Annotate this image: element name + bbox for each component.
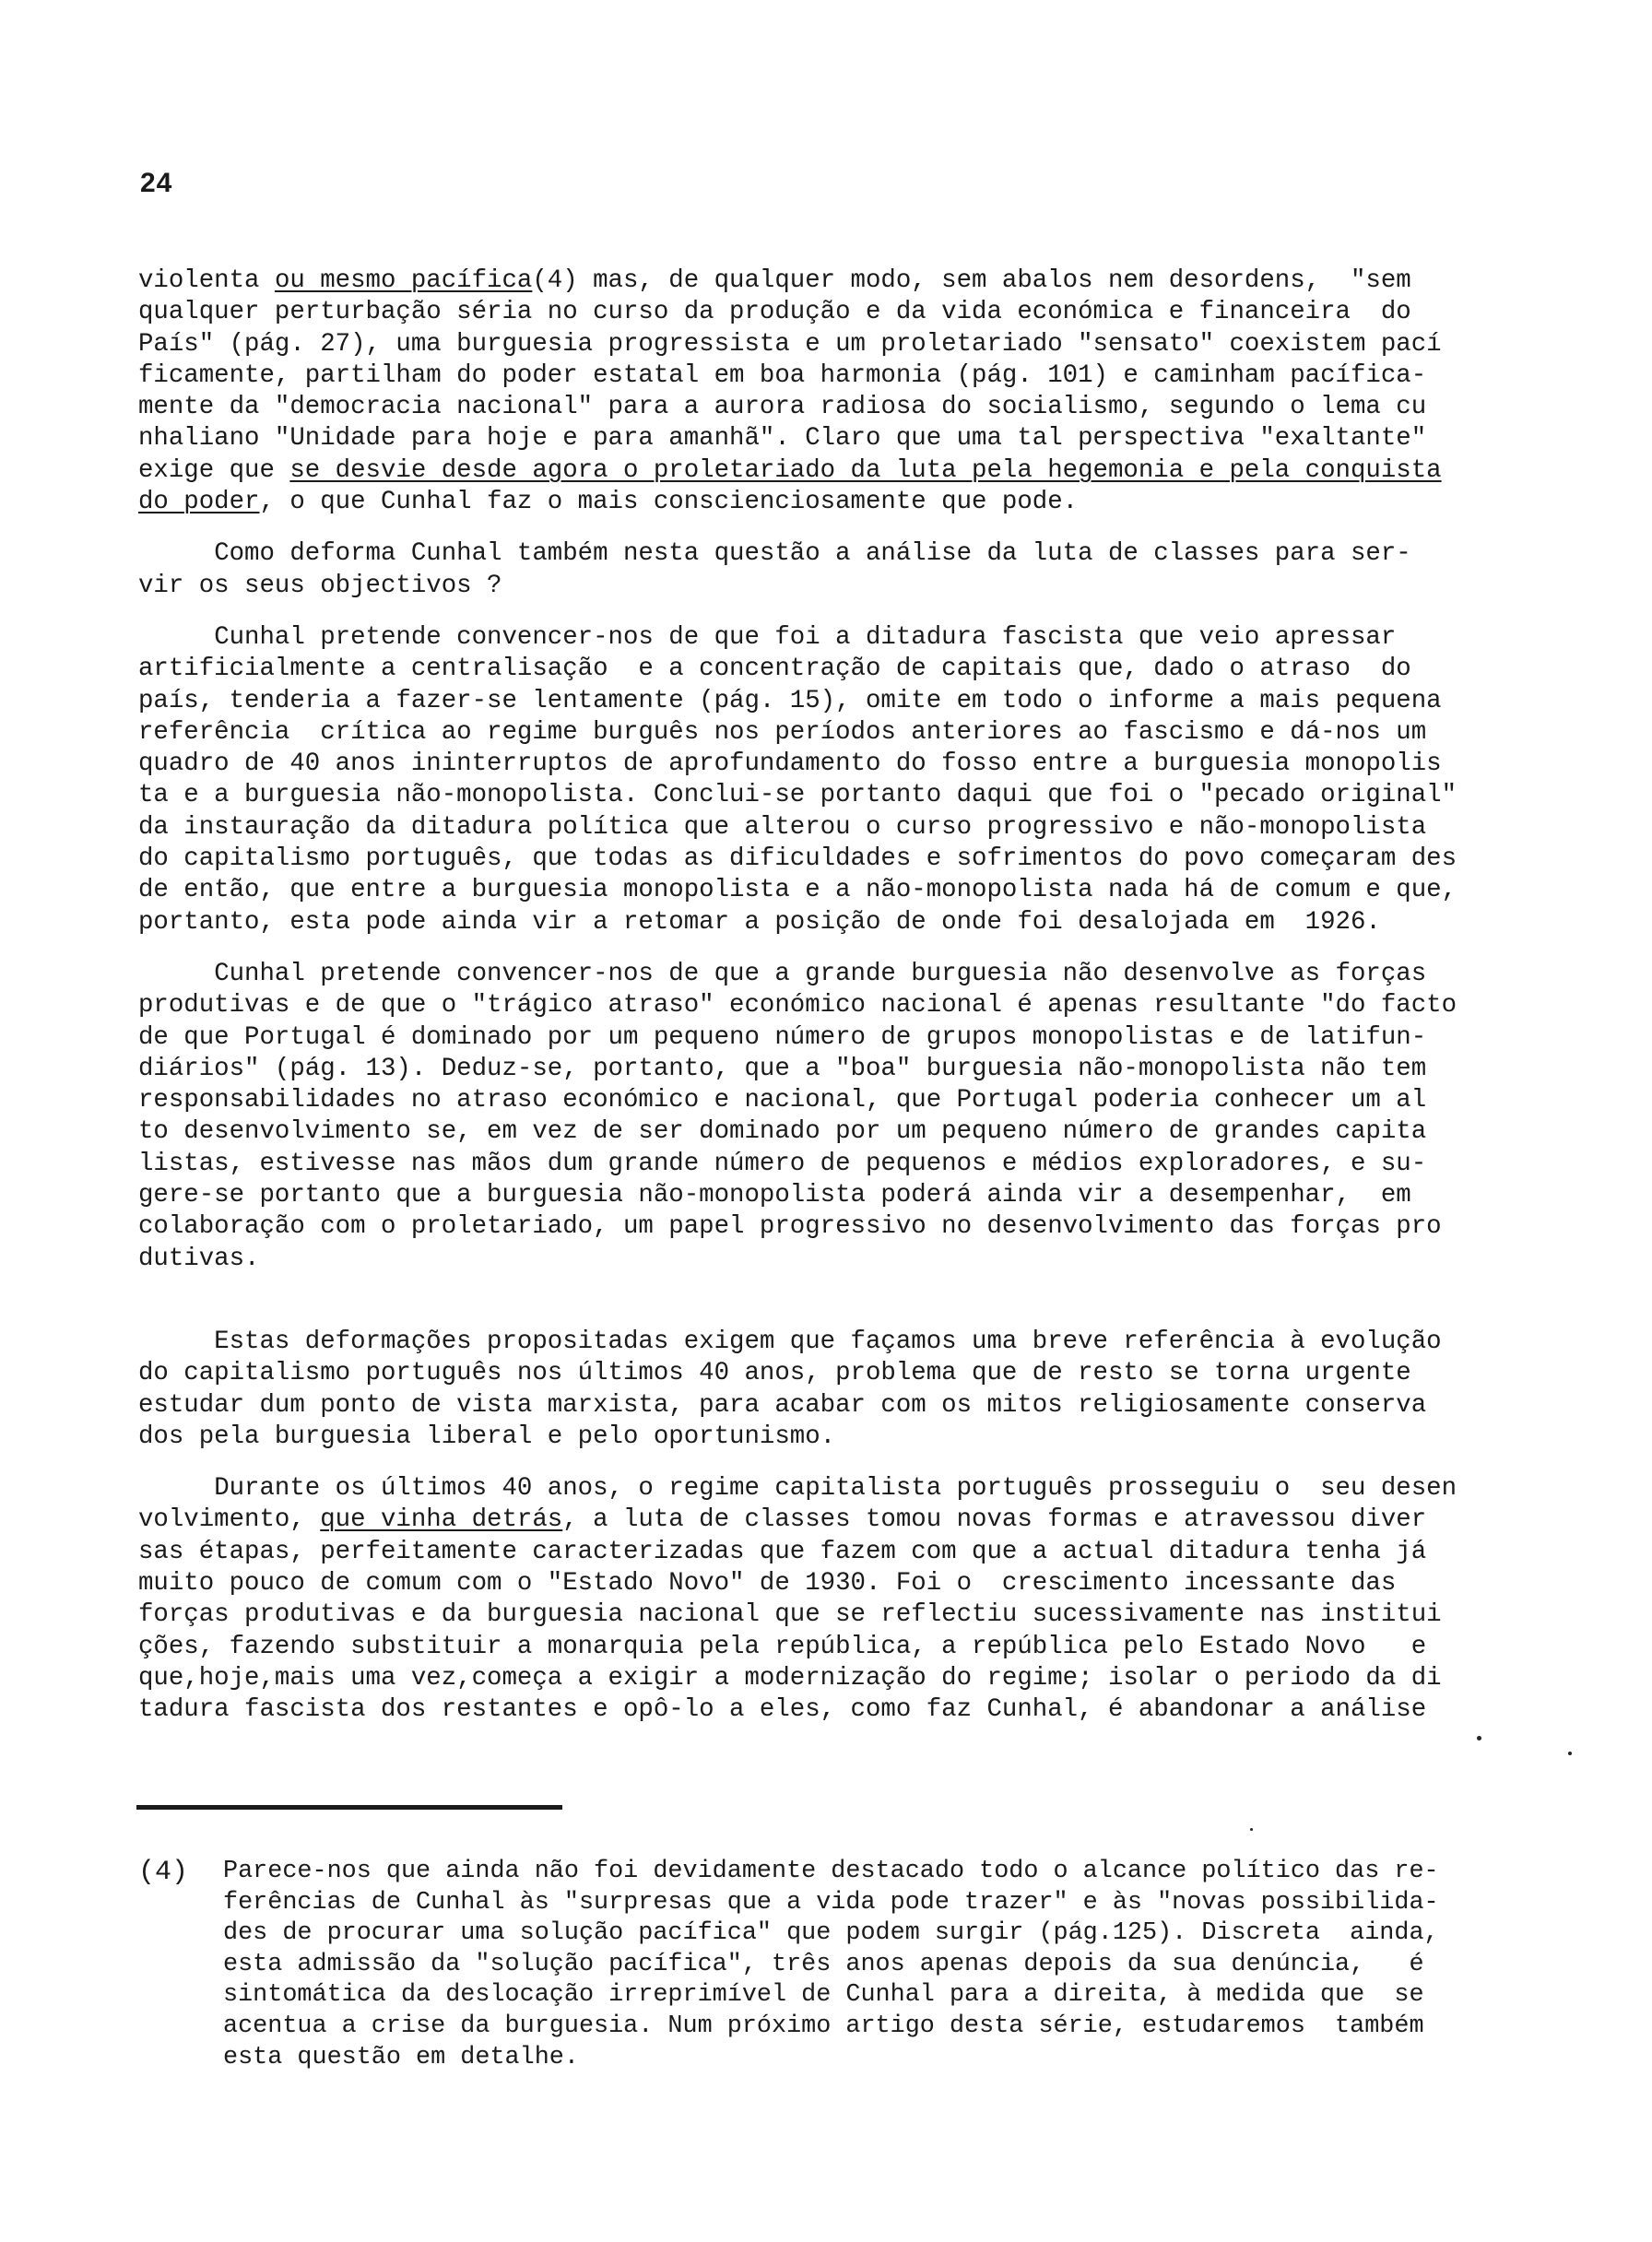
body-line-text: Como deforma Cunhal também nesta questão a análise da luta de classes para ser- [214,539,1411,569]
scan-speck [1250,1828,1253,1831]
body-line [138,487,1521,518]
body-line [138,1663,1521,1694]
body-line-text: muito pouco de comum com o "Estado Novo" de 1930. Foi o crescimento incessante das [138,1568,1397,1598]
footnote-line: acentua a crise da burguesia. Num próximo artigo desta série, estudaremos também [223,2012,1424,2040]
body-line-text: produtivas e de que o "trágico atraso" económico nacional é apenas resultante "do facto [138,991,1457,1021]
body-line-text: quadro de 40 anos ininterruptos de aprofundamento do fosso entre a burguesia monopolis [138,749,1442,779]
body-text [138,266,1521,1726]
body-line [138,423,1521,454]
paragraph-gap [138,518,1521,538]
body-line [138,297,1521,328]
body-line [138,1568,1521,1599]
body-line-text: de então, que entre a burguesia monopolista e a não-monopolista nada há de comum e que, [138,876,1457,905]
underlined-phrase: do poder [138,488,260,517]
paragraph-gap [138,938,1521,959]
body-line [138,990,1521,1021]
body-line [138,329,1521,360]
body-line [138,1473,1521,1504]
underlined-phrase: se desvie desde agora o proletariado da luta pela hegemonia e pela conquista [289,455,1442,485]
body-line-text: do capitalismo português nos últimos 40 anos, problema que de resto se torna urgente [138,1359,1411,1388]
body-line-text: (4) mas, de qualquer modo, sem abalos nem desordens, "sem [532,266,1411,295]
body-line [138,1694,1521,1726]
body-line-text: país, tenderia a fazer-se lentamente (pág. 15), omite em todo o informe a mais pequena [138,686,1442,715]
underlined-phrase: que vinha detrás [320,1505,563,1535]
body-line [138,780,1521,811]
paragraph-gap [138,1306,1521,1327]
body-line-text: ta e a burguesia não-monopolista. Conclui-se portanto daqui que foi o "pecado original" [138,781,1457,810]
underlined-phrase: ou mesmo pacífica [274,266,533,295]
body-line-text: gere-se portanto que a burguesia não-monopolista poderá ainda vir a desempenhar, em [138,1181,1411,1210]
body-line [138,875,1521,906]
footnote-line: Parece-nos que ainda não foi devidamente destacado todo o alcance político das re- [223,1858,1439,1885]
body-line-text: listas, estivesse nas mãos dum grande número de pequenos e médios exploradores, e su- [138,1149,1427,1178]
body-line-text: dutivas. [138,1244,260,1273]
body-line [138,392,1521,423]
body-line [138,360,1521,392]
scan-speck [1477,1736,1481,1740]
body-line-text: colaboração com o proletariado, um papel progressivo no desenvolvimento das forças pro [138,1212,1442,1242]
footnote-line: esta questão em detalhe. [223,2043,579,2071]
body-line [138,571,1521,602]
body-line-text: tadura fascista dos restantes e opô-lo a eles, como faz Cunhal, é abandonar a análise [138,1695,1427,1725]
body-line-text: mente da "democracia nacional" para a aurora radiosa do socialismo, segundo o lema cu [138,393,1427,422]
body-line [138,538,1521,570]
body-line-text: Cunhal pretende convencer-nos de que foi a ditadura fascista que veio apressar [214,622,1397,652]
body-line-text: forças produtivas e da burguesia nacional que se reflectiu sucessivamente nas institui [138,1600,1442,1630]
body-line-text: qualquer perturbação séria no curso da produção e da vida económica e financeira do [138,298,1411,327]
body-line-text: nhaliano "Unidade para hoje e para amanhã". Claro que uma tal perspectiva "exaltante" [138,424,1427,454]
body-line [138,1054,1521,1085]
body-line-text: Durante os últimos 40 anos, o regime capitalista português prosseguiu o seu desen [214,1474,1457,1504]
paragraph-gap [138,602,1521,622]
footnote-marker: (4) [138,1857,189,1888]
body-line-text: referência crítica ao regime burguês nos períodos anteriores ao fascismo e dá-nos um [138,717,1427,747]
body-line-text: , o que Cunhal faz o mais conscienciosamente que pode. [259,488,1079,517]
body-line-text: to desenvolvimento se, em vez de ser dominado por um pequeno número de grandes capita [138,1117,1427,1147]
section-gap [138,1275,1521,1306]
body-line-text: portanto, esta pode ainda vir a retomar a posição de onde foi desalojada em 1926. [138,907,1381,937]
body-line [138,1211,1521,1243]
body-line-text: vir os seus objectivos ? [138,571,502,600]
body-line [138,1085,1521,1116]
body-line [138,1244,1521,1275]
footnote-line: esta admissão da "solução pacífica", três anos apenas depois da sua denúncia, é [223,1950,1424,1978]
footnote-divider [136,1805,562,1810]
body-line-text: dos pela burguesia liberal e pelo oportunismo. [138,1422,836,1451]
body-line-text: exige que [138,455,290,485]
body-line [138,844,1521,875]
body-line-text: violenta [138,266,275,295]
footnote-line: ferências de Cunhal às "surpresas que a vida pode trazer" e às "novas possibilida- [223,1888,1439,1917]
body-line [138,1422,1521,1453]
body-line [138,1327,1521,1358]
body-line [138,1390,1521,1422]
footnote-line: des de procurar uma solução pacífica" que podem surgir (pág.125). Discreta ainda, [223,1919,1439,1948]
body-line [138,1599,1521,1631]
body-line-text: País" (pág. 27), uma burguesia progressista e um proletariado "sensato" coexistem pací [138,329,1442,359]
body-line [138,266,1521,297]
paragraph-gap [138,1453,1521,1473]
body-line-text: ções, fazendo substituir a monarquia pela república, a república pelo Estado Novo e [138,1632,1427,1661]
body-line-text: ficamente, partilham do poder estatal em boa harmonia (pág. 101) e caminham pacífica- [138,360,1427,390]
body-line-text: estudar dum ponto de vista marxista, para acabar com os mitos religiosamente conserva [138,1390,1427,1420]
body-line [138,1116,1521,1148]
body-line [138,959,1521,990]
body-line [138,812,1521,844]
body-line-text: da instauração da ditadura política que alterou o curso progressivo e não-monopolista [138,812,1427,842]
body-line-text: Estas deformações propositadas exigem que façamos uma breve referência à evolução [214,1327,1442,1356]
body-line-text: que,hoje,mais uma vez,começa a exigir a modernização do regime; isolar o periodo da di [138,1663,1442,1693]
body-line [138,907,1521,938]
body-line-text: do capitalismo português, que todas as dificuldades e sofrimentos do povo começaram des [138,844,1457,874]
footnote-text [223,1857,1439,2073]
body-line [138,686,1521,717]
body-line-text: sas étapas, perfeitamente caracterizadas que fazem com que a actual ditadura tenha já [138,1537,1427,1566]
body-line-text: responsabilidades no atraso económico e nacional, que Portugal poderia conhecer um al [138,1086,1427,1115]
body-line [138,1022,1521,1054]
body-line-text: Cunhal pretende convencer-nos de que a grande burguesia não desenvolve as forças [214,959,1427,988]
body-line [138,717,1521,749]
body-line [138,1180,1521,1211]
body-line-text: de que Portugal é dominado por um pequeno número de grupos monopolistas e de latifun- [138,1022,1427,1052]
body-line-text: diários" (pág. 13). Deduz-se, portanto, que a "boa" burguesia não-monopolista não tem [138,1054,1427,1083]
footnote-line: sintomática da deslocação irreprimível de Cunhal para a direita, à medida que se [223,1981,1424,2010]
body-line-text: volvimento, [138,1505,321,1535]
body-line [138,1358,1521,1389]
body-line [138,1537,1521,1568]
body-line-text: , a luta de classes tomou novas formas e atravessou diver [562,1505,1427,1535]
body-line [138,1504,1521,1536]
body-line [138,654,1521,685]
body-line [138,622,1521,654]
body-line [138,749,1521,780]
page-number: 24 [140,168,173,198]
scan-speck [1568,1752,1572,1755]
body-line [138,1149,1521,1180]
body-line [138,455,1521,487]
body-line-text: artificialmente a centralisação e a concentração de capitais que, dado o atraso do [138,655,1411,684]
body-line [138,1632,1521,1663]
